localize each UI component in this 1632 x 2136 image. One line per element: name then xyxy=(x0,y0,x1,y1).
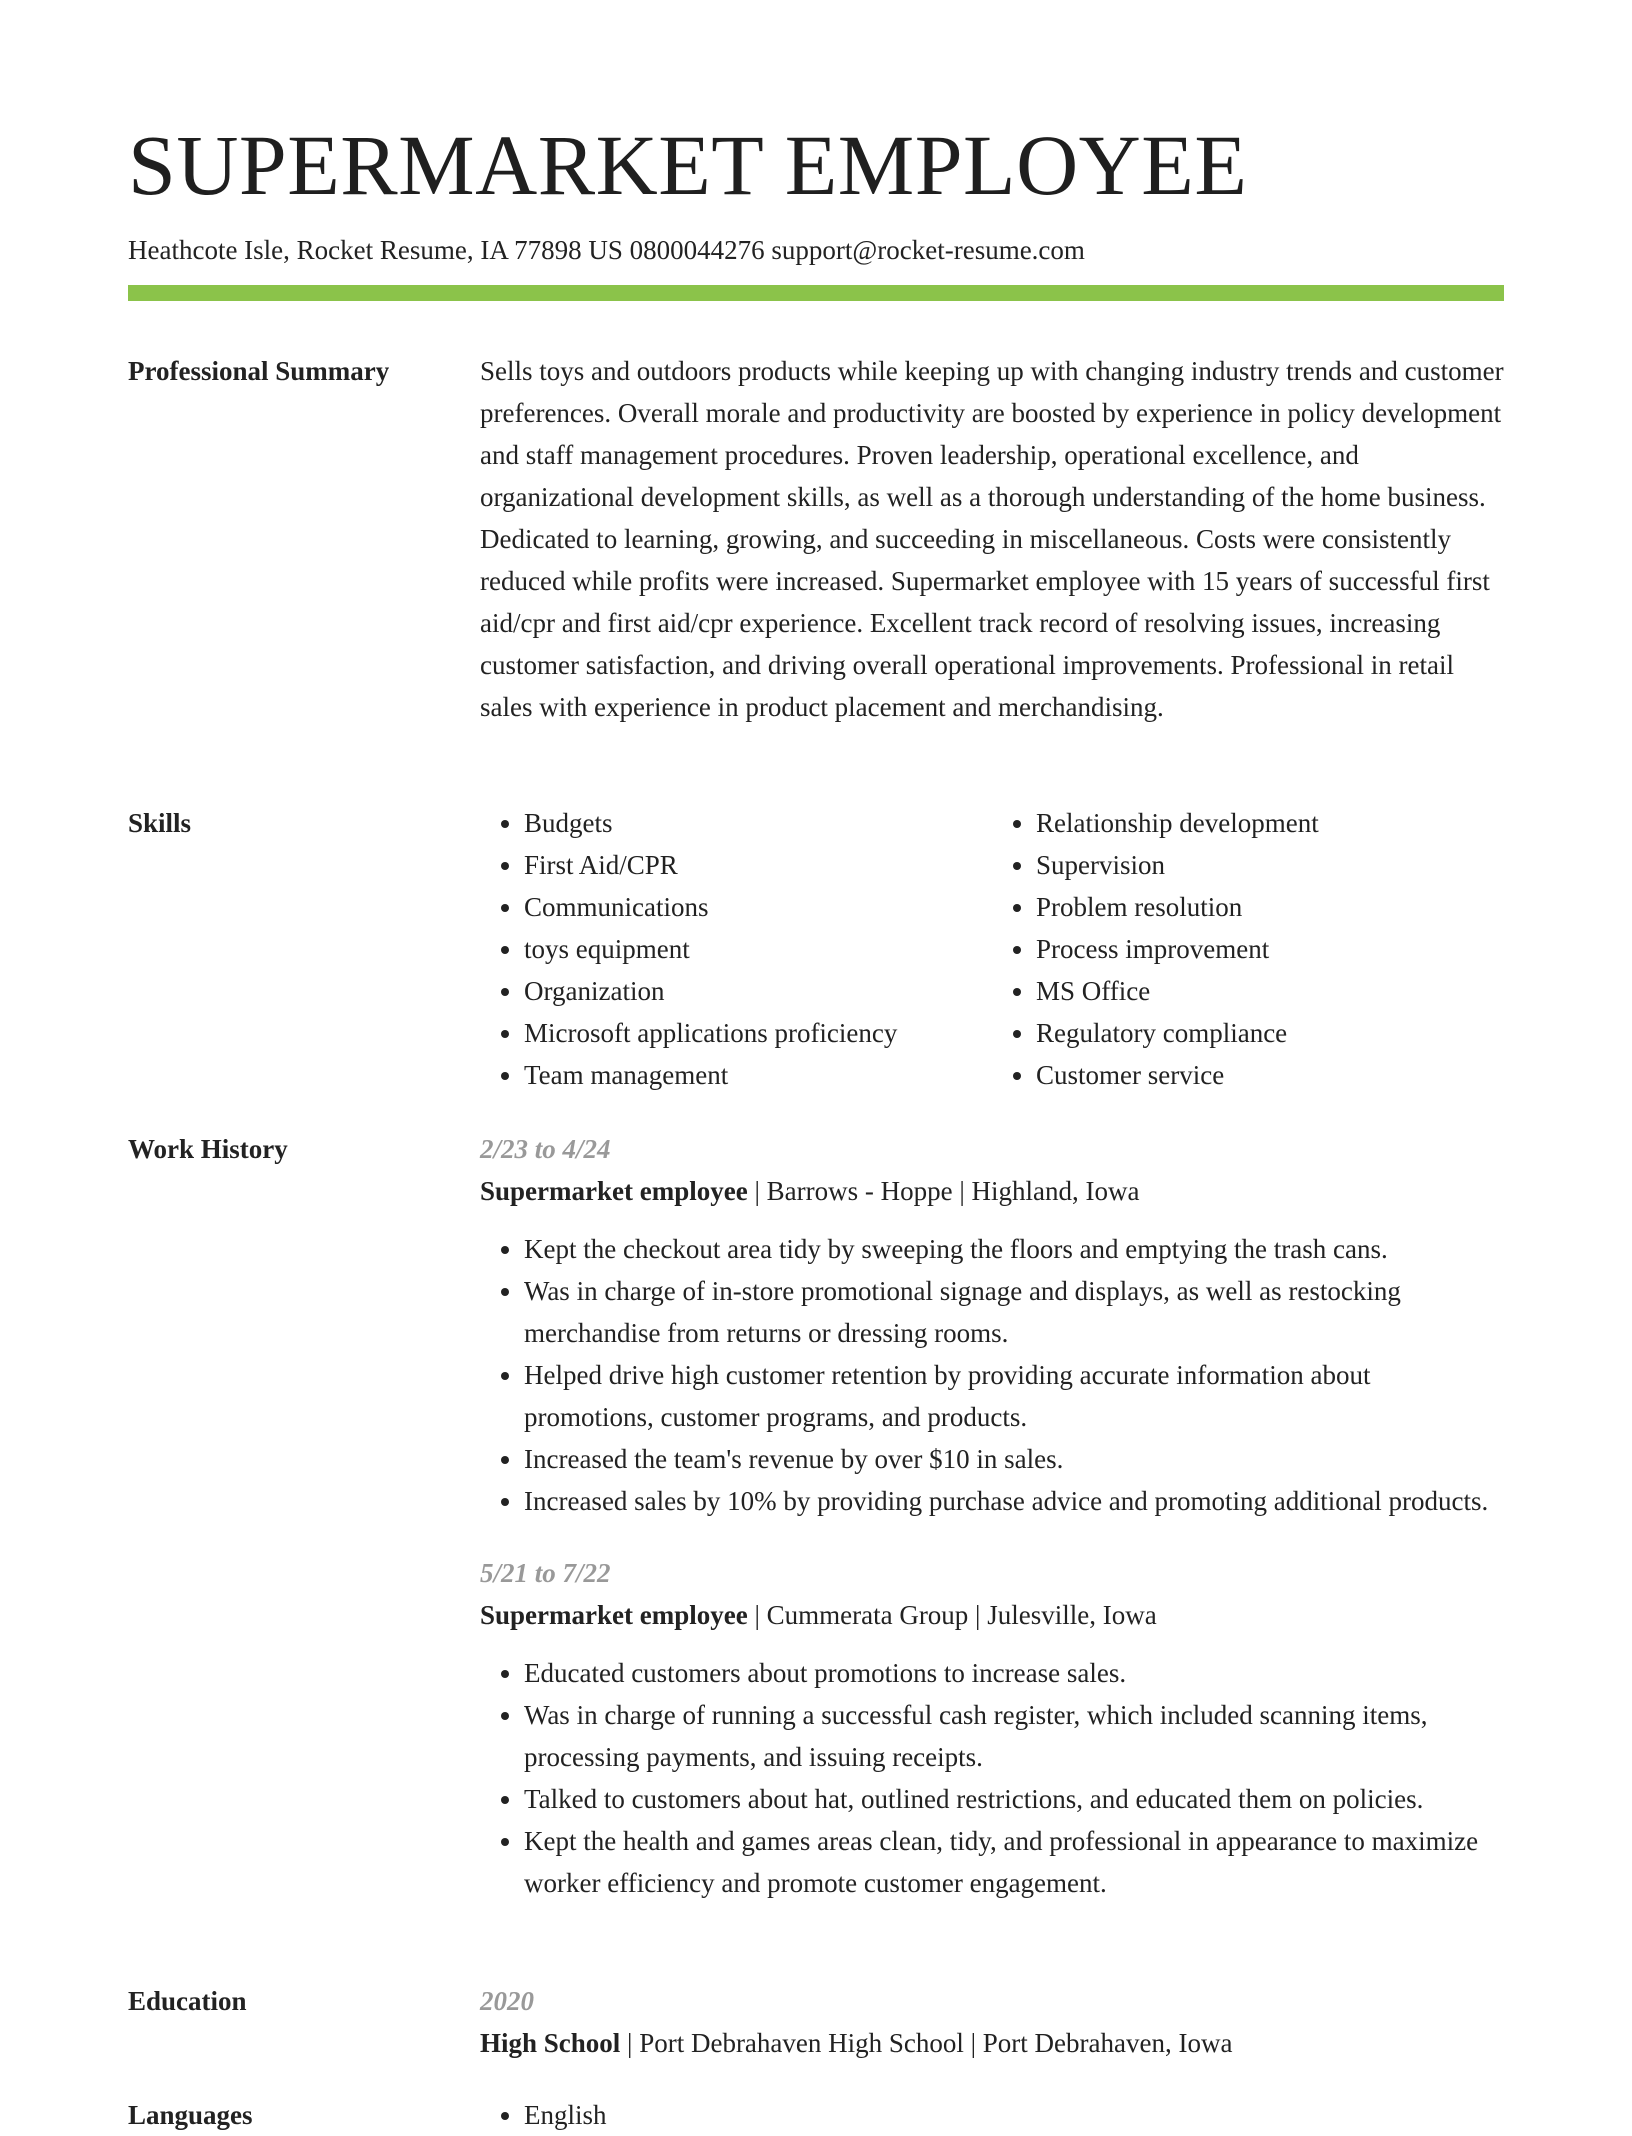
skills-list-right xyxy=(992,802,1504,1096)
job-bullet: • Educated customers about promotions to increase sales. xyxy=(524,1652,1504,1694)
summary-text: Sells toys and outdoors products while keeping up with changing industry trends and customer preferences. Overall morale and productivity are boosted by experience in policy development and staff management procedures. Proven leadership, operational excellence, and organizational development skills, as well as a thorough understanding of the home business. Dedicated to learning, growing, and succeeding in miscellaneous. Costs were consistently reduced while profits were increased. Supermarket employee with 15 years of successful first aid/cpr and first aid/cpr experience. Excellent track record of resolving issues, increasing customer satisfaction, and driving overall operational improvements. Professional in retail sales with experience in product placement and merchandising. xyxy=(480,356,1504,722)
languages-body xyxy=(480,2094,1504,2136)
skill-item: • Relationship development xyxy=(1036,802,1504,844)
languages-list xyxy=(480,2094,1504,2136)
skill-item: • First Aid/CPR xyxy=(524,844,992,886)
work-history-body xyxy=(480,1128,1504,1934)
skills-body xyxy=(480,802,1504,1096)
skill-item: • MS Office xyxy=(1036,970,1504,1012)
section-title-summary: Professional Summary xyxy=(128,356,390,386)
skill-item: • toys equipment xyxy=(524,928,992,970)
skills-grid xyxy=(480,802,1504,1096)
resume-name: SUPERMARKET EMPLOYEE xyxy=(128,117,1248,213)
job-bullet: • Kept the health and games areas clean, tidy, and professional in appearance to maximize worker efficiency and promote customer engagement. xyxy=(524,1820,1504,1904)
education-heading xyxy=(480,2022,1504,2064)
job-bullet: • Increased the team's revenue by over $10 in sales. xyxy=(524,1438,1504,1480)
job-dates: 5/21 to 7/22 xyxy=(480,1558,611,1588)
job-bullets xyxy=(480,1228,1504,1522)
skill-item: • Budgets xyxy=(524,802,992,844)
skill-item: • Communications xyxy=(524,886,992,928)
job-bullet: • Kept the checkout area tidy by sweeping the floors and emptying the trash cans. xyxy=(524,1228,1504,1270)
skill-item: • Customer service xyxy=(1036,1054,1504,1096)
job-role: Supermarket employee xyxy=(480,1176,748,1206)
skills-list-left xyxy=(480,802,992,1096)
accent-rule xyxy=(128,285,1504,301)
skill-item: • Problem resolution xyxy=(1036,886,1504,928)
education-degree: High School xyxy=(480,2028,621,2058)
education-body xyxy=(480,1980,1504,2064)
job-role: Supermarket employee xyxy=(480,1600,748,1630)
education-year: 2020 xyxy=(480,1986,534,2016)
job-details: | Barrows - Hoppe | Highland, Iowa xyxy=(747,1176,1140,1206)
job-bullet: • Talked to customers about hat, outlined restrictions, and educated them on policies. xyxy=(524,1778,1504,1820)
skill-item: • Regulatory compliance xyxy=(1036,1012,1504,1054)
skill-item: • Supervision xyxy=(1036,844,1504,886)
skill-item: • Team management xyxy=(524,1054,992,1096)
language-item: • English xyxy=(524,2094,1504,2136)
job-bullet: • Was in charge of running a successful cash register, which included scanning items, processing payments, and issuing receipts. xyxy=(524,1694,1504,1778)
job-heading xyxy=(480,1594,1504,1636)
job-bullet: • Was in charge of in-store promotional signage and displays, as well as restocking merchandise from returns or dressing rooms. xyxy=(524,1270,1504,1354)
section-title-languages: Languages xyxy=(128,2100,253,2130)
job-heading xyxy=(480,1170,1504,1212)
education-details: | Port Debrahaven High School | Port Debrahaven, Iowa xyxy=(620,2028,1233,2058)
job-details: | Cummerata Group | Julesville, Iowa xyxy=(747,1600,1157,1630)
job-bullets xyxy=(480,1652,1504,1904)
section-title-work-history: Work History xyxy=(128,1134,288,1164)
job-bullet: • Helped drive high customer retention by providing accurate information about promotions, customer programs, and products. xyxy=(524,1354,1504,1438)
contact-line: Heathcote Isle, Rocket Resume, IA 77898 US 0800044276 support@rocket-resume.com xyxy=(128,235,1085,265)
summary-body xyxy=(480,350,1504,728)
job-dates: 2/23 to 4/24 xyxy=(480,1134,611,1164)
job-entry xyxy=(480,1128,1504,1522)
job-bullet: • Increased sales by 10% by providing purchase advice and promoting additional products. xyxy=(524,1480,1504,1522)
section-title-education: Education xyxy=(128,1986,247,2016)
skill-item: • Organization xyxy=(524,970,992,1012)
job-entry xyxy=(480,1552,1504,1904)
section-title-skills: Skills xyxy=(128,808,192,838)
skill-item: • Microsoft applications proficiency xyxy=(524,1012,992,1054)
skill-item: • Process improvement xyxy=(1036,928,1504,970)
